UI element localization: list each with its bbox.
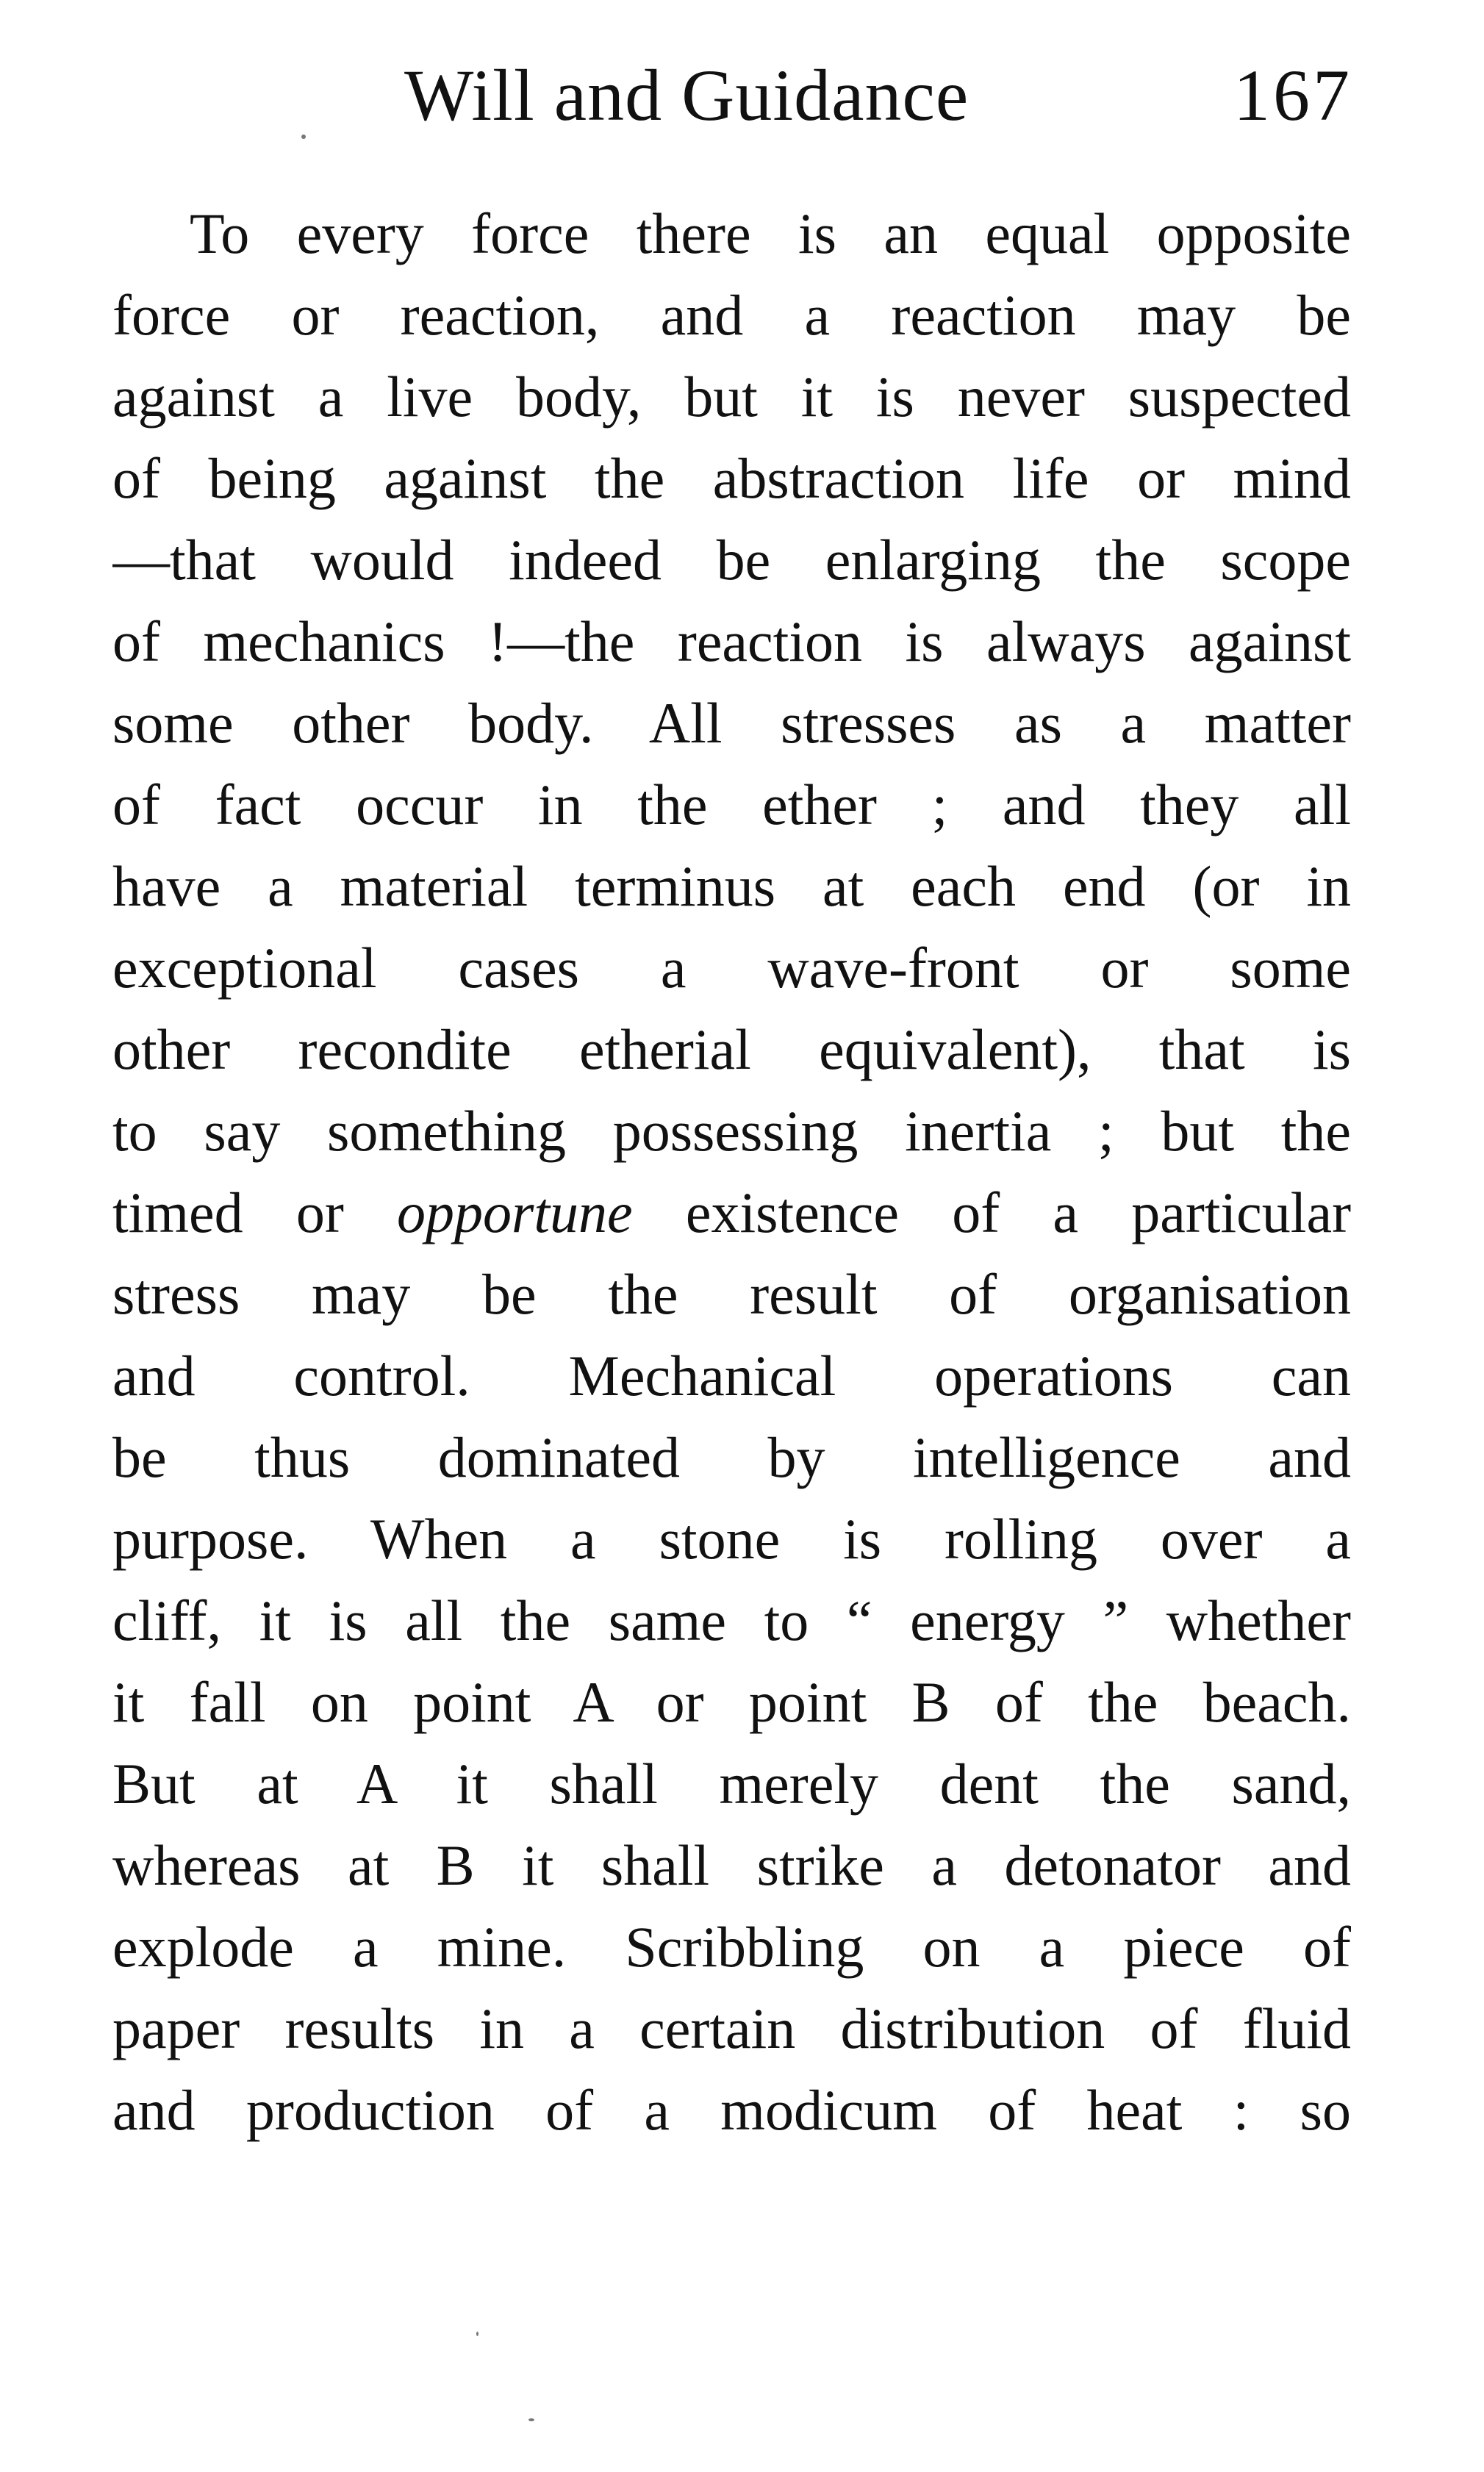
text-line: force or reaction, and a reaction may be xyxy=(112,283,1351,347)
text-line: cliff, it is all the same to “ energy ” whether xyxy=(112,1588,1351,1652)
text-line: and control. Mechanical operations can xyxy=(112,1344,1351,1408)
text-line: —that would indeed be enlarging the scope xyxy=(112,528,1351,592)
text-line: paper results in a certain distribution of fluid xyxy=(112,1996,1351,2060)
text-line: some other body. All stresses as a matter xyxy=(112,691,1351,755)
text-line: have a material terminus at each end (or in xyxy=(112,854,1351,918)
text-line: exceptional cases a wave-front or some xyxy=(112,936,1351,1000)
text-line: and production of a modicum of heat : so xyxy=(112,2078,1351,2142)
text-line: of fact occur in the ether ; and they all xyxy=(112,773,1351,836)
text-segment: existence of a particular xyxy=(685,1181,1351,1244)
running-head xyxy=(110,44,1352,147)
chapter-title: Will and Guidance xyxy=(404,54,969,136)
page-number: 167 xyxy=(1233,54,1352,136)
text-line: purpose. When a stone is rolling over a xyxy=(112,1507,1351,1571)
text-segment: timed or xyxy=(112,1181,344,1244)
text-line-with-italic xyxy=(112,1172,1351,1253)
ink-speck xyxy=(301,135,306,139)
text-line: stress may be the result of organisation xyxy=(112,1262,1351,1326)
italic-word: opportune xyxy=(397,1181,633,1244)
ink-speck xyxy=(476,2332,478,2336)
text-line: of being against the abstraction life or mind xyxy=(112,446,1351,510)
text-line: be thus dominated by intelligence and xyxy=(112,1425,1351,1489)
text-line: explode a mine. Scribbling on a piece of xyxy=(112,1915,1351,1979)
text-line: of mechanics !—the reaction is always against xyxy=(112,609,1351,673)
body-text xyxy=(112,193,1351,2151)
text-line: it fall on point A or point B of the beach. xyxy=(112,1670,1351,1734)
text-line: against a live body, but it is never suspected xyxy=(112,365,1351,429)
text-line: But at A it shall merely dent the sand, xyxy=(112,1752,1351,1816)
text-line: to say something possessing inertia ; but the xyxy=(112,1099,1351,1163)
ink-speck xyxy=(528,2418,534,2421)
text-line: whereas at B it shall strike a detonator and xyxy=(112,1833,1351,1897)
text-line: To every force there is an equal opposite xyxy=(190,201,1351,265)
text-line: other recondite etherial equivalent), that is xyxy=(112,1017,1351,1081)
